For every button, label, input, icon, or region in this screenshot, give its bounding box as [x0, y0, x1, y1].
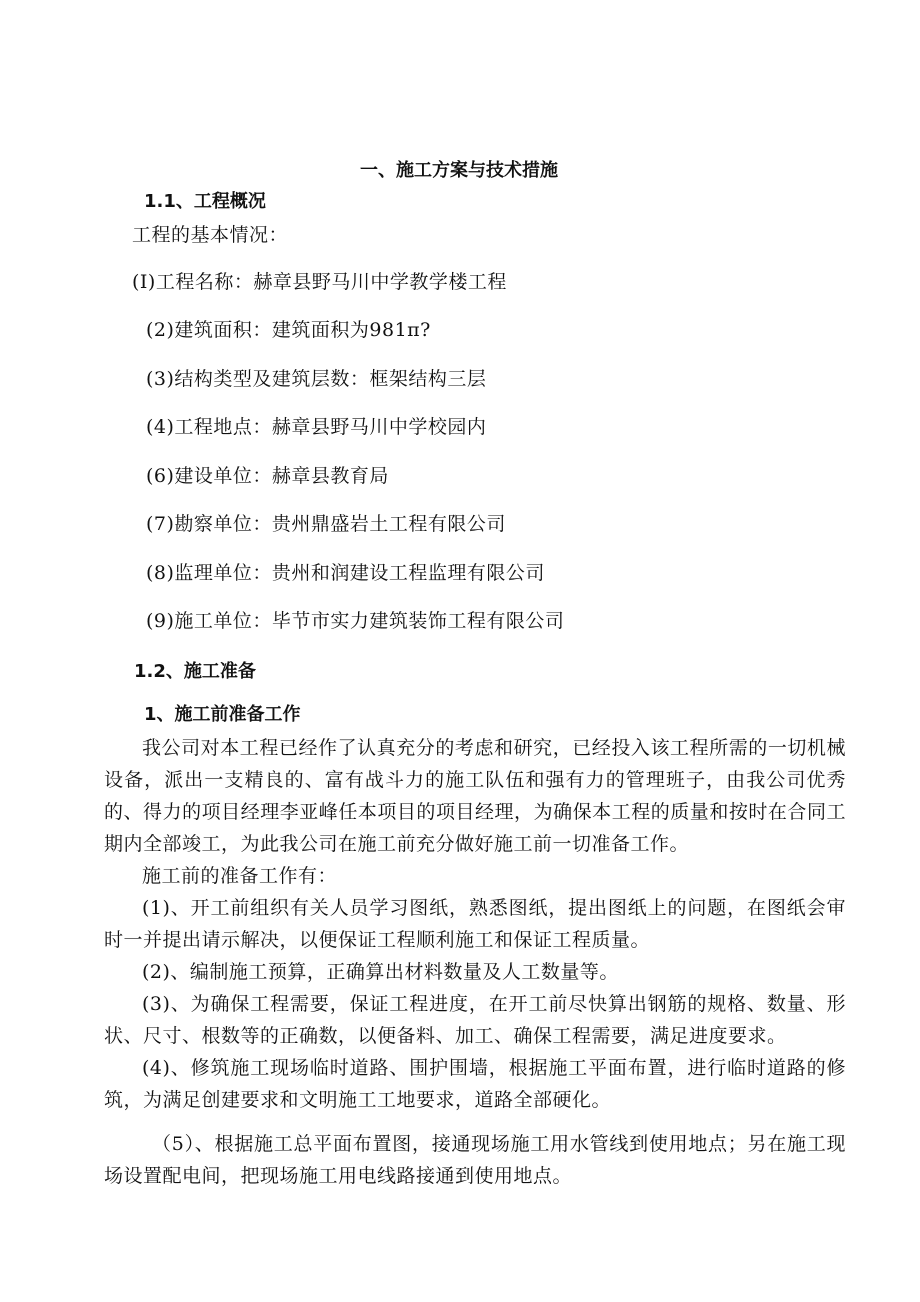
company-paragraph: 我公司对本工程已经作了认真充分的考虑和研究，已经投入该工程所需的一切机械设备，派出一支精良的、富有战斗力的施工队伍和强有力的管理班子，由我公司优秀的、得力的项目经理李亚峰任本项目的项目经理，为确保本工程的质量和按时在合同工期内全部竣工，为此我公司在施工前充分做好施工前一切准备工作。	[104, 737, 846, 855]
section-heading-1-1: 1.1、工程概况	[144, 191, 266, 212]
project-item-structure: (3)结构类型及建筑层数：框架结构三层	[146, 368, 487, 390]
prep-item-5-block	[104, 1128, 846, 1192]
prep-item-4: (4)、修筑施工现场临时道路、围护围墙，根据施工平面布置，进行临时道路的修筑，为满足创建要求和文明施工工地要求，道路全部硬化。	[104, 1057, 846, 1111]
project-item-area: (2)建筑面积：建筑面积为981π?	[146, 319, 431, 341]
sub-heading-prep-work: 1、施工前准备工作	[144, 704, 301, 725]
document-title: 一、施工方案与技术措施	[360, 160, 558, 181]
section-heading-1-2: 1.2、施工准备	[134, 661, 256, 682]
section-intro: 工程的基本情况：	[132, 224, 289, 246]
prep-body	[104, 732, 846, 1116]
prep-item-5: （5）、根据施工总平面布置图，接通现场施工用水管线到使用地点；另在施工现场设置配电间，把现场施工用电线路接通到使用地点。	[104, 1133, 846, 1187]
project-item-name: (I)工程名称：赫章县野马川中学教学楼工程	[132, 271, 507, 293]
project-item-location: (4)工程地点：赫章县野马川中学校园内	[146, 416, 487, 438]
project-item-survey: (7)勘察单位：贵州鼎盛岩土工程有限公司	[146, 513, 506, 535]
project-item-owner: (6)建设单位：赫章县教育局	[146, 465, 389, 487]
prep-item-1: (1)、开工前组织有关人员学习图纸，熟悉图纸，提出图纸上的问题，在图纸会审时一并提出请示解决，以便保证工程顺利施工和保证工程质量。	[104, 897, 846, 951]
prep-intro: 施工前的准备工作有：	[142, 865, 338, 887]
project-item-contractor: (9)施工单位：毕节市实力建筑装饰工程有限公司	[146, 610, 565, 632]
prep-item-2: (2)、编制施工预算，正确算出材料数量及人工数量等。	[142, 961, 619, 983]
project-item-supervision: (8)监理单位：贵州和润建设工程监理有限公司	[146, 562, 545, 584]
prep-item-3: (3)、为确保工程需要，保证工程进度，在开工前尽快算出钢筋的规格、数量、形状、尺寸、根数等的正确数，以便备料、加工、确保工程需要，满足进度要求。	[104, 993, 846, 1047]
